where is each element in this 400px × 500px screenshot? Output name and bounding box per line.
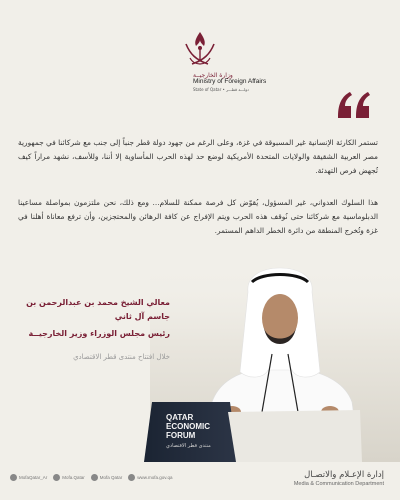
globe-icon (128, 474, 135, 481)
podium-line-2: ECONOMIC (166, 422, 210, 431)
facebook-icon (91, 474, 98, 481)
social-x[interactable] (10, 474, 47, 481)
logo-state-text: State of Qatar • دولـــة قطـــر (193, 87, 249, 92)
podium-line-4: منتدى قطر الاقتصادي (166, 443, 211, 449)
instagram-icon (53, 474, 60, 481)
statement-paragraph-1: تستمر الكارثة الإنسانية غير المسبوقة في غزة، وعلى الرغم من جهود دولة قطر جنباً إلى جنب مع شركائنا في جمهورية مصر العربية الشقيقة والولايات المتحدة الأمريكية لوضع حد لهذه الحرب المأساوية إلا أننا، وللأسف، نشهد مراراً كيف تُجهض فرص التهدئة. (18, 138, 378, 175)
statement-paragraph-2: هذا السلوك العدواني، غير المسؤول، يُقوّض كل فرصة ممكنة للسلام... ومع ذلك، نحن ملتزمون بمواصلة مساعينا الدبلوماسية مع شركائنا حتى نُوقف هذه الحرب ويتم الإفراج عن كافة الرهائن والمحتجزين، وأن ترفع معاناة أهلنا في غزة وتُخرج المنطقة من دائرة الخطر الداهم المستمر. (18, 198, 378, 235)
quote-mark-icon (334, 86, 374, 126)
social-website-label: www.mofa.gov.qa (137, 475, 173, 480)
department-arabic: إدارة الإعـلام والاتصـال (304, 470, 384, 480)
social-x-label: MofaQatar_Ar (19, 475, 48, 480)
speaker-context: خلال افتتاح منتدى قطر الاقتصادي (73, 353, 170, 361)
department-label (294, 470, 384, 487)
podium-line-1: QATAR (166, 413, 194, 422)
social-website[interactable] (128, 474, 172, 481)
logo-english-text: Ministry of Foreign Affairs (193, 78, 267, 85)
social-instagram[interactable] (53, 474, 85, 481)
social-links (10, 474, 172, 481)
x-icon (10, 474, 17, 481)
social-facebook-label: Mofa Qatar (99, 475, 123, 480)
social-facebook[interactable] (91, 474, 123, 481)
footer (0, 462, 400, 500)
emblem-icon (150, 28, 250, 72)
social-instagram-label: Mofa.Qatar (62, 475, 85, 480)
logo-arabic-text: وزارة الخارجيــة (193, 72, 233, 79)
speaker-block (20, 296, 170, 364)
department-english: Media & Communication Department (293, 481, 384, 487)
speaker-name: معالي الشيخ محمد بن عبدالرحمن بن جاسم آل ثاني (26, 298, 170, 321)
ministry-logo (150, 28, 267, 98)
speaker-role: رئيس مجلس الوزراء وزير الخارجيــة (28, 329, 170, 338)
podium-line-3: FORUM (166, 431, 196, 440)
